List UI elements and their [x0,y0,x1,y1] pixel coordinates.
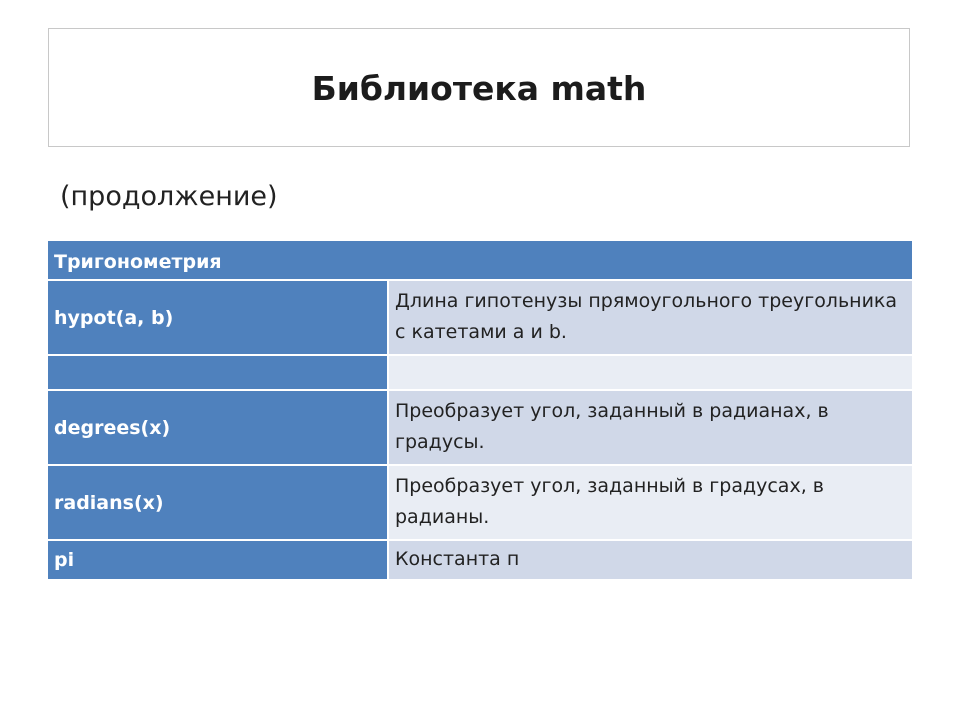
table-row [48,391,912,466]
functions-table [48,241,912,581]
function-description: Преобразует угол, заданный в радианах, в градусы. [389,391,912,466]
slide-subtitle: (продолжение) [60,181,278,212]
function-name: radians(x) [48,466,389,541]
function-description: Длина гипотенузы прямоугольного треугольника с катетами a и b. [389,281,912,356]
table-row [48,541,912,581]
function-name: degrees(x) [48,391,389,466]
function-name: hypot(a, b) [48,281,389,356]
section-header: Тригонометрия [48,241,912,281]
title-box [48,28,910,147]
table-row [48,281,912,356]
function-name [48,356,389,391]
function-description [389,356,912,391]
function-name: pi [48,541,389,581]
table-row [48,356,912,391]
slide-title: Библиотека math [311,69,647,108]
table-row [48,466,912,541]
table-header-row [48,241,912,281]
function-description: Константа п [389,541,912,581]
function-description: Преобразует угол, заданный в градусах, в радианы. [389,466,912,541]
